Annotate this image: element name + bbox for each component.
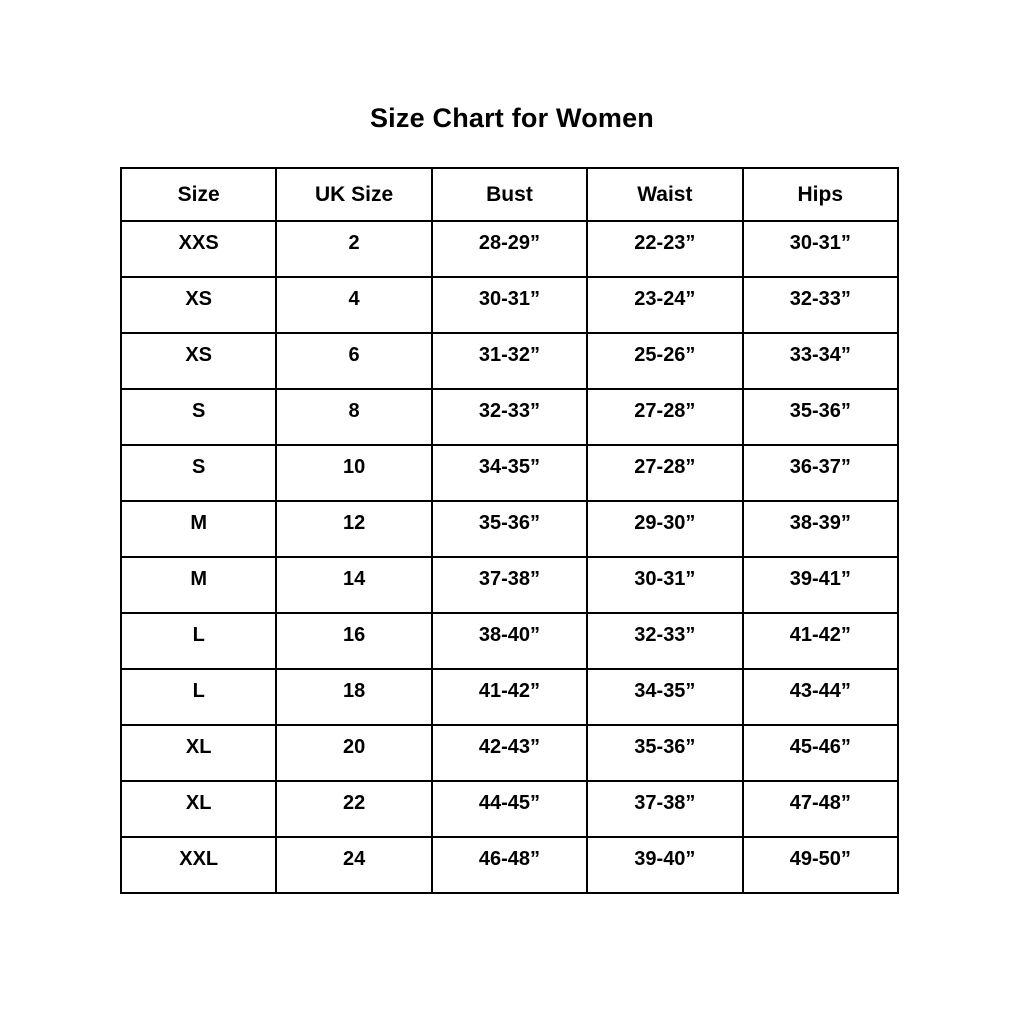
table-cell: 35-36” xyxy=(743,389,898,445)
table-cell: 37-38” xyxy=(587,781,742,837)
table-cell: 12 xyxy=(276,501,431,557)
table-cell: 8 xyxy=(276,389,431,445)
table-row xyxy=(121,837,898,893)
table-cell: 41-42” xyxy=(432,669,587,725)
table-cell: 42-43” xyxy=(432,725,587,781)
column-header-bust: Bust xyxy=(432,168,587,221)
table-cell: 32-33” xyxy=(587,613,742,669)
table-cell: 44-45” xyxy=(432,781,587,837)
table-cell: M xyxy=(121,557,276,613)
table-cell: 24 xyxy=(276,837,431,893)
table-row xyxy=(121,277,898,333)
table-cell: 32-33” xyxy=(743,277,898,333)
table-cell: M xyxy=(121,501,276,557)
table-cell: 41-42” xyxy=(743,613,898,669)
table-cell: XXL xyxy=(121,837,276,893)
column-header-uk-size: UK Size xyxy=(276,168,431,221)
table-row xyxy=(121,557,898,613)
table-cell: 45-46” xyxy=(743,725,898,781)
table-cell: 28-29” xyxy=(432,221,587,277)
table-cell: 39-41” xyxy=(743,557,898,613)
size-chart-table xyxy=(120,167,899,894)
table-cell: 29-30” xyxy=(587,501,742,557)
table-cell: 14 xyxy=(276,557,431,613)
table-cell: 47-48” xyxy=(743,781,898,837)
table-row xyxy=(121,725,898,781)
column-header-size: Size xyxy=(121,168,276,221)
table-cell: 36-37” xyxy=(743,445,898,501)
table-cell: 37-38” xyxy=(432,557,587,613)
table-cell: 23-24” xyxy=(587,277,742,333)
table-body xyxy=(121,221,898,893)
table-cell: 10 xyxy=(276,445,431,501)
table-cell: XL xyxy=(121,725,276,781)
table-cell: 16 xyxy=(276,613,431,669)
table-cell: 22-23” xyxy=(587,221,742,277)
table-cell: 38-39” xyxy=(743,501,898,557)
table-row xyxy=(121,501,898,557)
table-cell: 25-26” xyxy=(587,333,742,389)
table-cell: S xyxy=(121,389,276,445)
column-header-hips: Hips xyxy=(743,168,898,221)
table-cell: 27-28” xyxy=(587,389,742,445)
table-head xyxy=(121,168,898,221)
table-cell: 39-40” xyxy=(587,837,742,893)
table-row xyxy=(121,781,898,837)
table-cell: L xyxy=(121,669,276,725)
table-cell: 34-35” xyxy=(587,669,742,725)
table-cell: 4 xyxy=(276,277,431,333)
table-cell: 6 xyxy=(276,333,431,389)
table-cell: XS xyxy=(121,277,276,333)
table-cell: 30-31” xyxy=(432,277,587,333)
table-cell: 35-36” xyxy=(587,725,742,781)
column-header-waist: Waist xyxy=(587,168,742,221)
table-row xyxy=(121,669,898,725)
table-cell: XL xyxy=(121,781,276,837)
table-cell: 18 xyxy=(276,669,431,725)
table-cell: 2 xyxy=(276,221,431,277)
table-cell: 20 xyxy=(276,725,431,781)
table-row xyxy=(121,333,898,389)
table-cell: 27-28” xyxy=(587,445,742,501)
table-cell: XS xyxy=(121,333,276,389)
page-title: Size Chart for Women xyxy=(369,103,655,133)
table-cell: XXS xyxy=(121,221,276,277)
table-cell: 43-44” xyxy=(743,669,898,725)
table-cell: 30-31” xyxy=(587,557,742,613)
header-row xyxy=(121,168,898,221)
table-cell: 30-31” xyxy=(743,221,898,277)
table-cell: L xyxy=(121,613,276,669)
table-cell: 32-33” xyxy=(432,389,587,445)
table-cell: 31-32” xyxy=(432,333,587,389)
table-cell: 33-34” xyxy=(743,333,898,389)
table-row xyxy=(121,221,898,277)
table-cell: 46-48” xyxy=(432,837,587,893)
table-cell: 38-40” xyxy=(432,613,587,669)
table-cell: 22 xyxy=(276,781,431,837)
table-cell: 49-50” xyxy=(743,837,898,893)
table-row xyxy=(121,389,898,445)
table-cell: 35-36” xyxy=(432,501,587,557)
table-cell: 34-35” xyxy=(432,445,587,501)
table-cell: S xyxy=(121,445,276,501)
table-row xyxy=(121,445,898,501)
table-row xyxy=(121,613,898,669)
